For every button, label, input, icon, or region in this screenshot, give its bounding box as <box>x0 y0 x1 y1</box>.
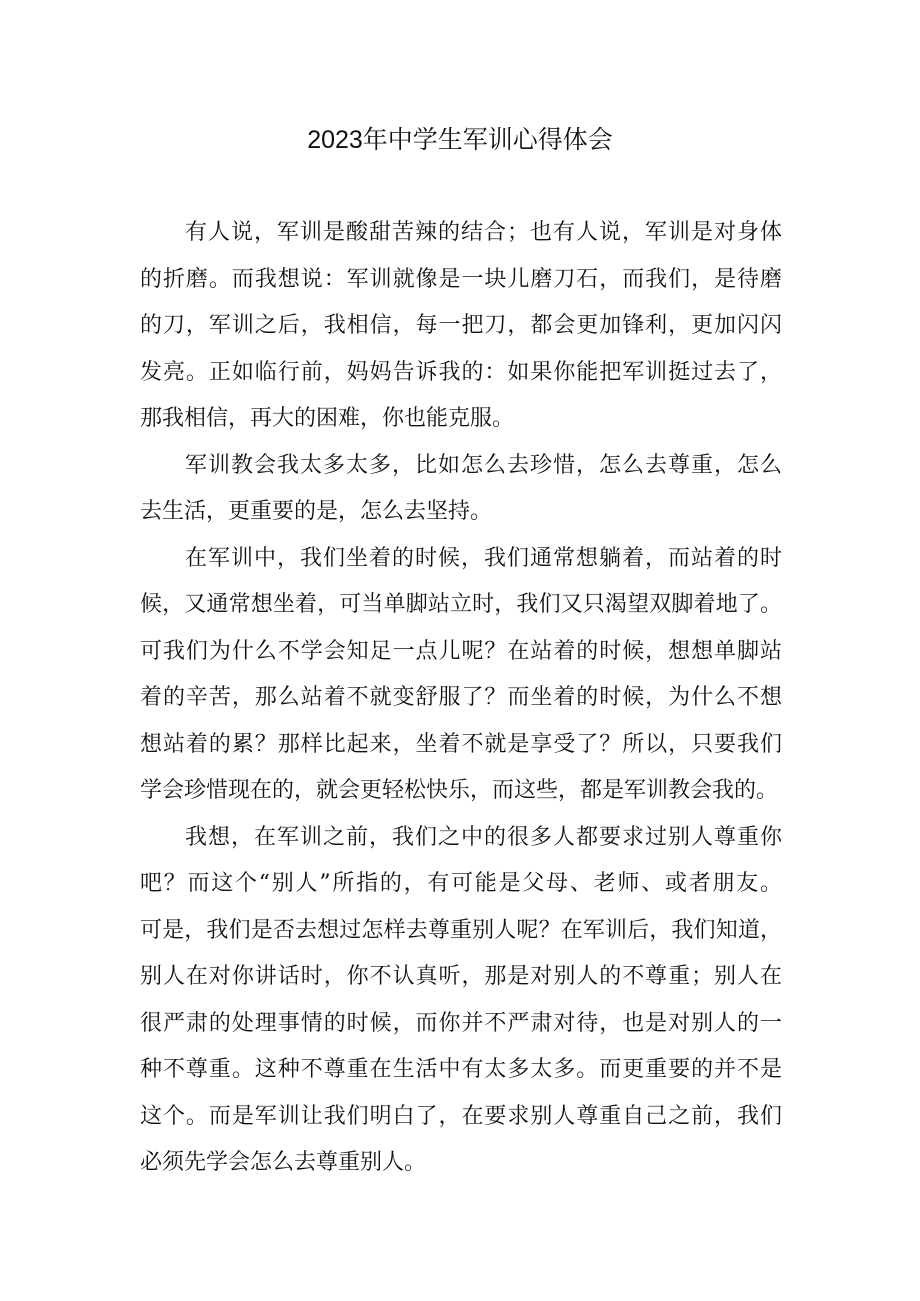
paragraph-line: 在军训中，我们坐着的时候，我们通常想躺着，而站着的时 <box>185 545 782 571</box>
paragraph <box>140 210 782 443</box>
paragraph <box>140 815 782 1187</box>
paragraph-line: 军训教会我太多太多，比如怎么去珍惜，怎么去尊重，怎么 <box>185 452 782 478</box>
paragraph-line: 学会珍惜现在的，就会更轻松快乐，而这些，都是军训教会我的。 <box>140 778 779 803</box>
paragraph-line: 可我们为什么不学会知足一点儿呢？在站着的时候，想想单脚站 <box>140 638 782 664</box>
paragraph-line: 这个。而是军训让我们明白了，在要求别人尊重自己之前，我们 <box>140 1103 782 1129</box>
paragraph-line: 那我相信，再大的困难，你也能克服。 <box>140 406 515 431</box>
paragraph-line: 的折磨。而我想说：军训就像是一块儿磨刀石，而我们，是待磨 <box>140 266 782 292</box>
paragraph-line: 吧？而这个“别人”所指的，有可能是父母、老师、或者朋友。 <box>140 871 782 896</box>
paragraph-line: 候，又通常想坐着，可当单脚站立时，我们又只渴望双脚着地了。 <box>140 592 782 617</box>
paragraph-line: 别人在对你讲话时，你不认真听，那是对别人的不尊重；别人在 <box>140 964 782 989</box>
paragraph-line: 发亮。正如临行前，妈妈告诉我的：如果你能把军训挺过去了， <box>140 359 782 385</box>
paragraph-line: 想站着的累？那样比起来，坐着不就是享受了？所以，只要我们 <box>140 731 782 757</box>
paragraph-line: 我想，在军训之前，我们之中的很多人都要求过别人尊重你 <box>185 824 782 850</box>
document-title: 2023年中学生军训心得体会 <box>307 126 613 154</box>
paragraph-line: 很严肃的处理事情的时候，而你并不严肃对待，也是对别人的一 <box>140 1010 782 1036</box>
paragraph-line: 必须先学会怎么去尊重别人。 <box>140 1150 427 1175</box>
paragraph-line: 可是，我们是否去想过怎样去尊重别人呢？在军训后，我们知道， <box>140 917 782 943</box>
paragraph-line: 的刀，军训之后，我相信，每一把刀，都会更加锋利，更加闪闪 <box>140 313 782 338</box>
paragraph-line: 有人说，军训是酸甜苦辣的结合；也有人说，军训是对身体 <box>185 220 782 245</box>
paragraph-line: 去生活，更重要的是，怎么去坚持。 <box>140 499 493 524</box>
paragraph-line: 种不尊重。这种不尊重在生活中有太多太多。而更重要的并不是 <box>140 1057 782 1082</box>
paragraph <box>140 443 782 536</box>
document-body <box>140 210 782 1187</box>
paragraph <box>140 536 782 815</box>
paragraph-line: 着的辛苦，那么站着不就变舒服了？而坐着的时候，为什么不想 <box>140 685 782 710</box>
